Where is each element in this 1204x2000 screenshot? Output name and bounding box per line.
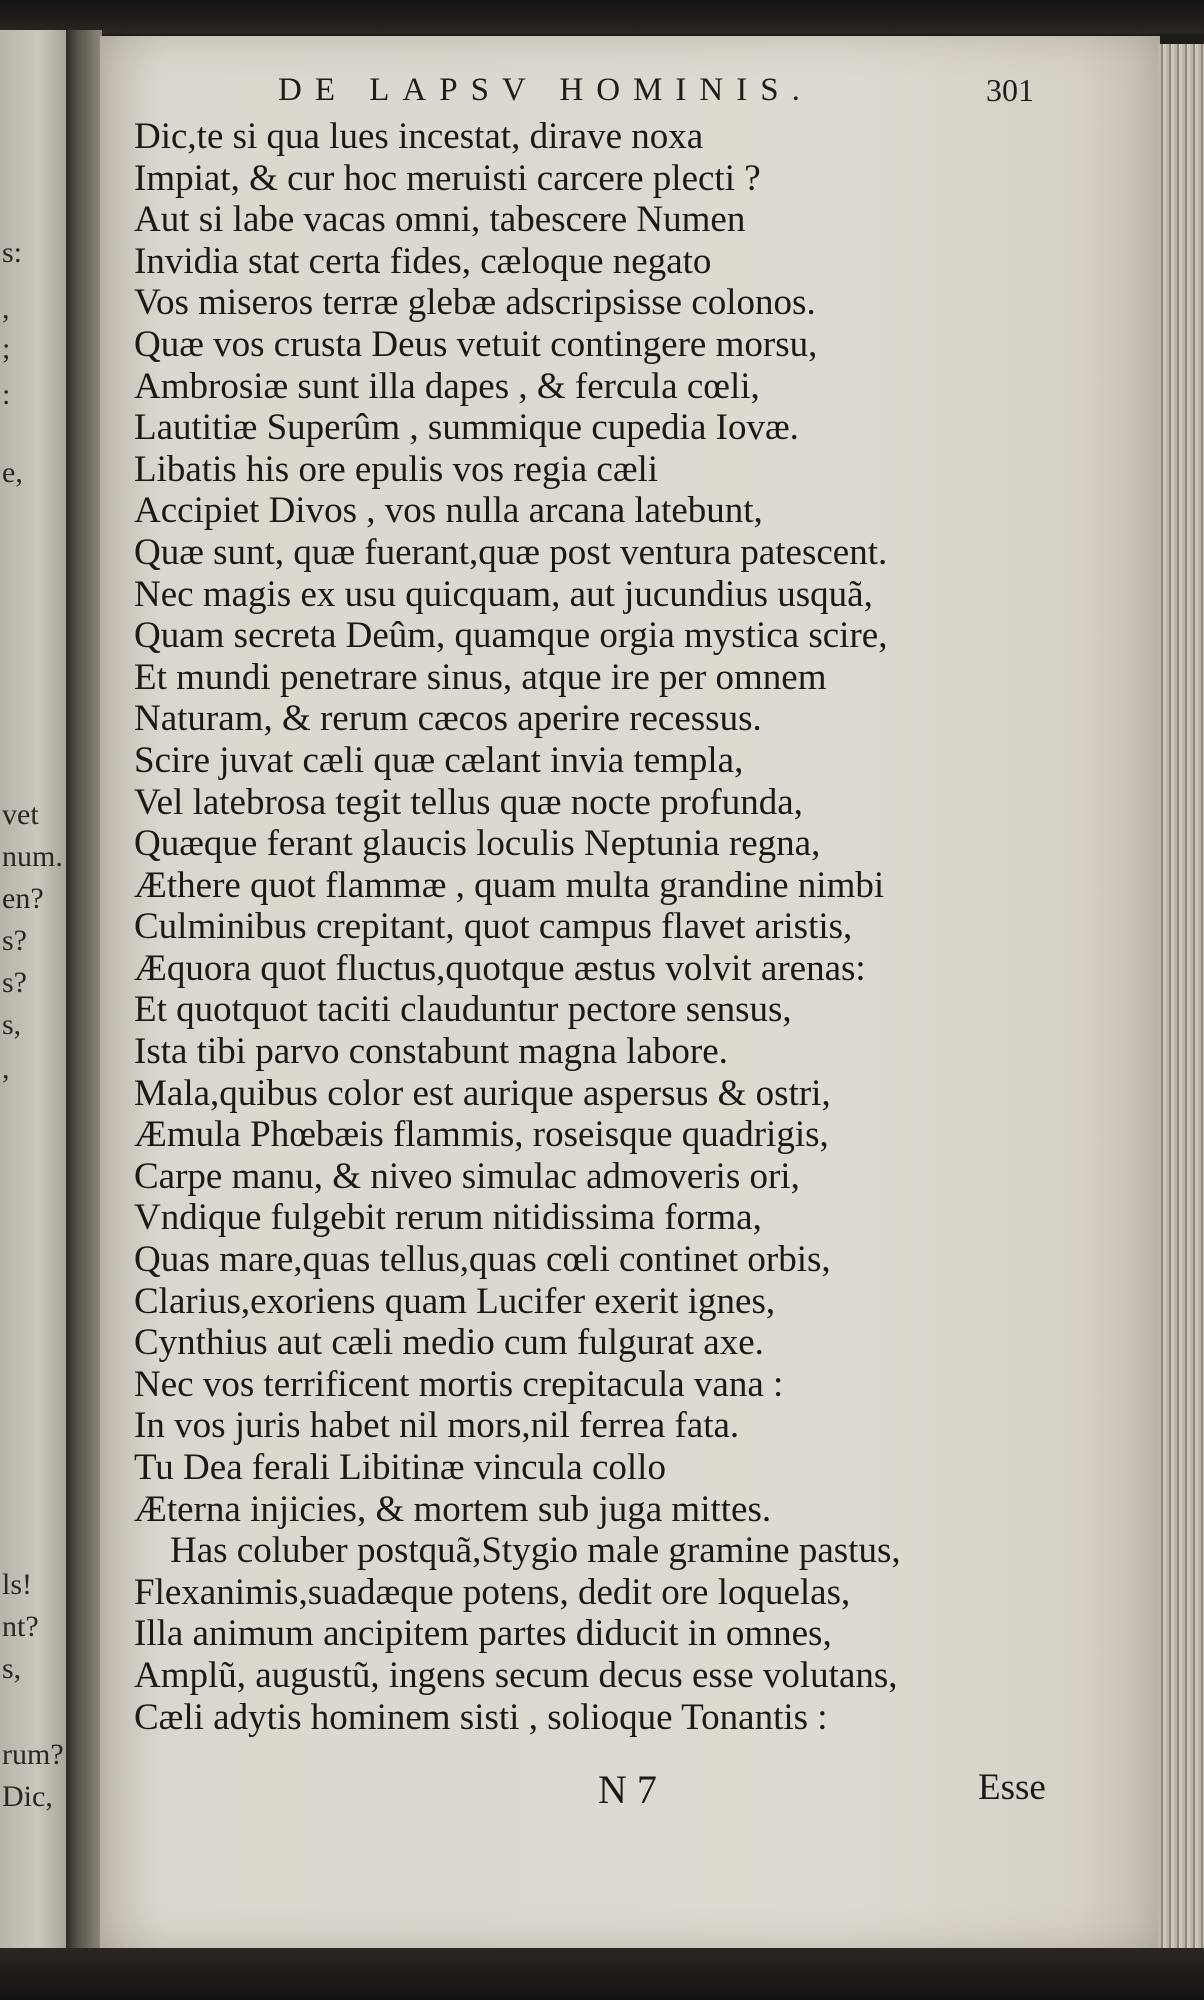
facing-page-text-fragment: e, — [2, 456, 23, 489]
page-fore-edge — [1158, 44, 1204, 1948]
verse-line: Invidia stat certa fides, cæloque negato — [134, 240, 712, 282]
facing-page-text-fragment: nt? — [2, 1610, 39, 1643]
facing-page-text-fragment: , — [2, 292, 10, 325]
facing-page-text-fragment: , — [2, 1052, 10, 1085]
verse-line: Vndique fulgebit rerum nitidissima forma, — [134, 1197, 762, 1239]
verse-line: Ista tibi parvo constabunt magna labore. — [134, 1031, 728, 1073]
verse-line: Lautitiæ Superûm , summique cupedia Iovæ. — [134, 407, 799, 449]
facing-page-text-fragment: rum? — [2, 1738, 64, 1771]
facing-page-text-fragment: : — [2, 378, 11, 411]
verse-line: Quæ sunt, quæ fuerant,quæ post ventura patescent. — [134, 531, 888, 573]
scan-background-top — [0, 0, 1204, 34]
running-head: DE LAPSV HOMINIS. — [278, 72, 813, 108]
verse-line: Aut si labe vacas omni, tabescere Numen — [134, 199, 746, 241]
facing-page-left — [0, 30, 68, 1958]
verse-line: Has coluber postquã,Stygio male gramine pastus, — [170, 1530, 901, 1572]
verse-text-block — [134, 116, 1144, 1738]
facing-page-text-fragment: vet — [2, 798, 39, 831]
facing-page-text-fragment: s? — [2, 966, 27, 999]
verse-line: Vel latebrosa tegit tellus quæ nocte profunda, — [134, 781, 803, 823]
verse-line: Dic,te si qua lues incestat, dirave noxa — [134, 116, 704, 157]
catchword: Esse — [978, 1767, 1046, 1808]
verse-line: Carpe manu, & niveo simulac admoveris ori, — [134, 1155, 800, 1197]
verse-line: Amplũ, augustũ, ingens secum decus esse volutans, — [134, 1654, 898, 1696]
verse-line: Clarius,exoriens quam Lucifer exerit ignes, — [134, 1280, 776, 1322]
verse-line: Æquora quot fluctus,quotque æstus volvit arenas: — [134, 947, 866, 989]
signature-mark: N 7 — [598, 1767, 657, 1812]
verse-line: Æmula Phœbæis flammis, roseisque quadrigis, — [134, 1114, 829, 1156]
facing-page-text-fragment: num. — [2, 840, 63, 873]
verse-line: Cynthius aut cæli medio cum fulgurat axe. — [134, 1322, 764, 1364]
verse-line: Nec vos terrificent mortis crepitacula vana : — [134, 1363, 784, 1405]
facing-page-text-fragment: ; — [2, 332, 11, 365]
scan-background-bottom — [0, 1948, 1204, 2000]
verse-line: Et mundi penetrare sinus, atque ire per omnem — [134, 656, 827, 698]
page-number: 301 — [986, 72, 1034, 108]
facing-page-text-fragment: s, — [2, 1008, 22, 1041]
verse-line: Ambrosiæ sunt illa dapes , & fercula cœli, — [134, 365, 760, 407]
facing-page-text-fragment: s, — [2, 1652, 22, 1685]
verse-line: Et quotquot taciti clauduntur pectore sensus, — [134, 989, 792, 1031]
verse-line: Accipiet Divos , vos nulla arcana latebunt, — [134, 490, 763, 532]
book-gutter — [66, 30, 102, 1958]
verse-line: Vos miseros terræ glebæ adscripsisse colonos. — [134, 282, 816, 324]
verse-line: Quæque ferant glaucis loculis Neptunia regna, — [134, 823, 821, 865]
facing-page-text-fragment: ls! — [2, 1568, 32, 1601]
facing-page-text-fragment: Dic, — [2, 1780, 53, 1813]
verse-line: Mala,quibus color est aurique aspersus & ostri, — [134, 1072, 831, 1114]
verse-line: Cæli adytis hominem sisti , solioque Tonantis : — [134, 1696, 828, 1738]
verse-line: Scire juvat cæli quæ cælant invia templa, — [134, 739, 744, 781]
facing-page-text-fragment: s? — [2, 924, 27, 957]
verse-line: Naturam, & rerum cæcos aperire recessus. — [134, 698, 762, 740]
verse-line: Nec magis ex usu quicquam, aut jucundius usquã, — [134, 573, 873, 615]
facing-page-text-fragment: en? — [2, 882, 44, 915]
verse-line: Impiat, & cur hoc meruisti carcere plecti ? — [134, 157, 761, 199]
verse-line: Illa animum ancipitem partes diducit in omnes, — [134, 1613, 832, 1655]
verse-line: Flexanimis,suadæque potens, dedit ore loquelas, — [134, 1571, 851, 1613]
verse-line: Æthere quot flammæ , quam multa grandine nimbi — [134, 864, 885, 906]
verse-line: Quam secreta Deûm, quamque orgia mystica scire, — [134, 615, 888, 657]
verse-line: Culminibus crepitant, quot campus flavet aristis, — [134, 906, 853, 948]
verse-line: Tu Dea ferali Libitinæ vincula collo — [134, 1447, 666, 1488]
verse-line: Quas mare,quas tellus,quas cœli continet orbis, — [134, 1239, 831, 1281]
verse-line: Æterna injicies, & mortem sub juga mittes. — [134, 1488, 772, 1530]
facing-page-text-fragment: s: — [2, 236, 23, 269]
verse-line: Libatis his ore epulis vos regia cæli — [134, 448, 659, 490]
verse-line: In vos juris habet nil mors,nil ferrea fata. — [134, 1405, 740, 1447]
verse-line: Quæ vos crusta Deus vetuit contingere morsu, — [134, 323, 818, 365]
